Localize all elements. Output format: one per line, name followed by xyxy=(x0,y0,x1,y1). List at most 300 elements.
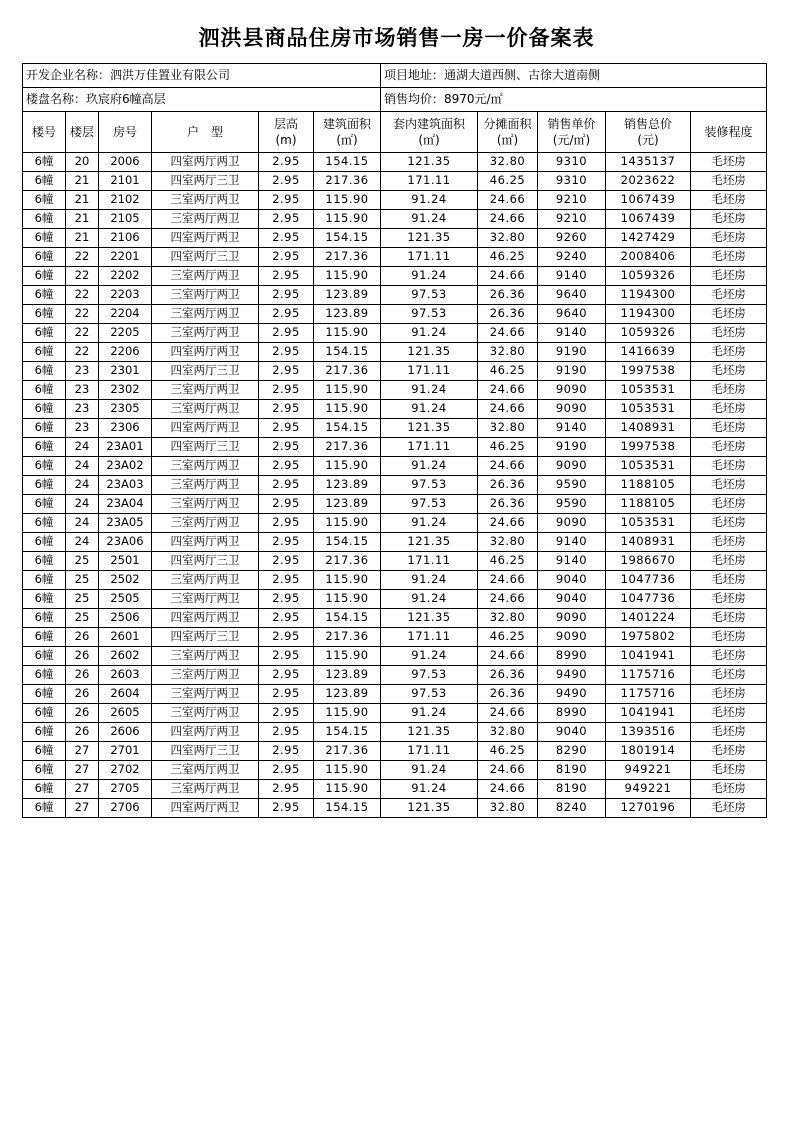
floor-cell: 26 xyxy=(66,647,99,666)
room-cell: 2606 xyxy=(99,723,152,742)
room-cell: 2702 xyxy=(99,761,152,780)
height-cell: 2.95 xyxy=(259,666,314,685)
total-price-cell: 949221 xyxy=(606,761,691,780)
inner-area-cell: 91.24 xyxy=(381,210,478,229)
inner-area-cell: 97.53 xyxy=(381,666,478,685)
room-cell: 2705 xyxy=(99,780,152,799)
table-row xyxy=(23,514,767,533)
total-price-cell: 1053531 xyxy=(606,400,691,419)
floor-cell: 22 xyxy=(66,324,99,343)
finish-cell: 毛坯房 xyxy=(691,628,767,647)
floor-cell: 27 xyxy=(66,780,99,799)
shared-area-cell: 46.25 xyxy=(478,742,538,761)
shared-area-cell: 32.80 xyxy=(478,799,538,818)
total-price-cell: 1393516 xyxy=(606,723,691,742)
building-cell: 6幢 xyxy=(23,761,66,780)
finish-cell: 毛坯房 xyxy=(691,780,767,799)
finish-cell: 毛坯房 xyxy=(691,267,767,286)
build-area-cell: 115.90 xyxy=(314,381,381,400)
info-row-2 xyxy=(23,88,767,112)
inner-area-cell: 91.24 xyxy=(381,324,478,343)
build-area-cell: 123.89 xyxy=(314,685,381,704)
build-area-cell: 115.90 xyxy=(314,191,381,210)
room-cell: 2604 xyxy=(99,685,152,704)
unit-price-cell: 9190 xyxy=(538,343,606,362)
unit-price-cell: 9590 xyxy=(538,495,606,514)
floor-cell: 24 xyxy=(66,495,99,514)
unit-price-cell: 8240 xyxy=(538,799,606,818)
total-price-cell: 1188105 xyxy=(606,495,691,514)
layout-cell: 三室两厅两卫 xyxy=(152,286,259,305)
build-area-cell: 115.90 xyxy=(314,514,381,533)
inner-area-cell: 91.24 xyxy=(381,400,478,419)
layout-cell: 三室两厅两卫 xyxy=(152,210,259,229)
header-building: 楼号 xyxy=(23,112,66,153)
building-cell: 6幢 xyxy=(23,153,66,172)
room-cell: 2701 xyxy=(99,742,152,761)
table-row xyxy=(23,552,767,571)
layout-cell: 四室两厅两卫 xyxy=(152,229,259,248)
info-row-1 xyxy=(23,64,767,88)
floor-cell: 26 xyxy=(66,723,99,742)
building-cell: 6幢 xyxy=(23,191,66,210)
height-cell: 2.95 xyxy=(259,457,314,476)
finish-cell: 毛坯房 xyxy=(691,685,767,704)
inner-area-cell: 121.35 xyxy=(381,723,478,742)
table-row xyxy=(23,495,767,514)
shared-area-cell: 24.66 xyxy=(478,571,538,590)
table-row xyxy=(23,666,767,685)
finish-cell: 毛坯房 xyxy=(691,723,767,742)
floor-cell: 25 xyxy=(66,571,99,590)
project-label: 楼盘名称： xyxy=(26,92,87,107)
floor-cell: 23 xyxy=(66,400,99,419)
height-cell: 2.95 xyxy=(259,362,314,381)
inner-area-cell: 91.24 xyxy=(381,267,478,286)
room-cell: 2506 xyxy=(99,609,152,628)
layout-cell: 三室两厅两卫 xyxy=(152,400,259,419)
table-row xyxy=(23,305,767,324)
finish-cell: 毛坯房 xyxy=(691,248,767,267)
finish-cell: 毛坯房 xyxy=(691,761,767,780)
total-price-cell: 1997538 xyxy=(606,438,691,457)
floor-cell: 21 xyxy=(66,210,99,229)
height-cell: 2.95 xyxy=(259,742,314,761)
finish-cell: 毛坯房 xyxy=(691,457,767,476)
height-cell: 2.95 xyxy=(259,514,314,533)
shared-area-cell: 24.66 xyxy=(478,590,538,609)
shared-area-cell: 24.66 xyxy=(478,761,538,780)
room-cell: 23A01 xyxy=(99,438,152,457)
layout-cell: 三室两厅两卫 xyxy=(152,305,259,324)
build-area-cell: 217.36 xyxy=(314,438,381,457)
room-cell: 2105 xyxy=(99,210,152,229)
table-row xyxy=(23,267,767,286)
building-cell: 6幢 xyxy=(23,324,66,343)
floor-cell: 26 xyxy=(66,685,99,704)
layout-cell: 四室两厅两卫 xyxy=(152,533,259,552)
inner-area-cell: 121.35 xyxy=(381,799,478,818)
inner-area-cell: 91.24 xyxy=(381,780,478,799)
floor-cell: 24 xyxy=(66,457,99,476)
build-area-cell: 115.90 xyxy=(314,324,381,343)
floor-cell: 27 xyxy=(66,742,99,761)
height-cell: 2.95 xyxy=(259,267,314,286)
header-total-price xyxy=(606,112,691,153)
building-cell: 6幢 xyxy=(23,571,66,590)
header-layout: 户 型 xyxy=(152,112,259,153)
unit-price-cell: 9590 xyxy=(538,476,606,495)
unit-price-cell: 9490 xyxy=(538,666,606,685)
finish-cell: 毛坯房 xyxy=(691,590,767,609)
total-price-cell: 1059326 xyxy=(606,267,691,286)
room-cell: 2505 xyxy=(99,590,152,609)
total-price-cell: 1975802 xyxy=(606,628,691,647)
floor-cell: 21 xyxy=(66,172,99,191)
finish-cell: 毛坯房 xyxy=(691,343,767,362)
total-price-cell: 1427429 xyxy=(606,229,691,248)
floor-cell: 21 xyxy=(66,229,99,248)
total-price-cell: 1047736 xyxy=(606,571,691,590)
build-area-cell: 154.15 xyxy=(314,419,381,438)
inner-area-cell: 171.11 xyxy=(381,172,478,191)
table-row xyxy=(23,685,767,704)
inner-area-cell: 97.53 xyxy=(381,305,478,324)
unit-price-cell: 9090 xyxy=(538,381,606,400)
layout-cell: 四室两厅两卫 xyxy=(152,799,259,818)
layout-cell: 三室两厅两卫 xyxy=(152,476,259,495)
layout-cell: 三室两厅两卫 xyxy=(152,571,259,590)
shared-area-cell: 26.36 xyxy=(478,476,538,495)
developer-label: 开发企业名称： xyxy=(26,68,111,83)
layout-cell: 四室两厅三卫 xyxy=(152,362,259,381)
finish-cell: 毛坯房 xyxy=(691,514,767,533)
height-cell: 2.95 xyxy=(259,780,314,799)
unit-price-cell: 9090 xyxy=(538,457,606,476)
unit-price-cell: 8190 xyxy=(538,761,606,780)
avg-price-label: 销售均价： xyxy=(384,92,445,107)
room-cell: 23A05 xyxy=(99,514,152,533)
building-cell: 6幢 xyxy=(23,609,66,628)
finish-cell: 毛坯房 xyxy=(691,647,767,666)
unit-price-cell: 9040 xyxy=(538,723,606,742)
layout-cell: 三室两厅两卫 xyxy=(152,324,259,343)
inner-area-cell: 91.24 xyxy=(381,647,478,666)
height-cell: 2.95 xyxy=(259,476,314,495)
floor-cell: 24 xyxy=(66,533,99,552)
header-shared-area xyxy=(478,112,538,153)
finish-cell: 毛坯房 xyxy=(691,153,767,172)
layout-cell: 三室两厅两卫 xyxy=(152,381,259,400)
building-cell: 6幢 xyxy=(23,286,66,305)
table-row xyxy=(23,438,767,457)
building-cell: 6幢 xyxy=(23,400,66,419)
finish-cell: 毛坯房 xyxy=(691,324,767,343)
shared-area-cell: 24.66 xyxy=(478,704,538,723)
building-cell: 6幢 xyxy=(23,780,66,799)
build-area-cell: 154.15 xyxy=(314,153,381,172)
total-price-cell: 1401224 xyxy=(606,609,691,628)
avg-price-cell xyxy=(381,88,767,112)
height-cell: 2.95 xyxy=(259,400,314,419)
height-cell: 2.95 xyxy=(259,172,314,191)
height-cell: 2.95 xyxy=(259,438,314,457)
table-row xyxy=(23,229,767,248)
floor-cell: 24 xyxy=(66,514,99,533)
building-cell: 6幢 xyxy=(23,305,66,324)
height-cell: 2.95 xyxy=(259,533,314,552)
inner-area-cell: 91.24 xyxy=(381,381,478,400)
building-cell: 6幢 xyxy=(23,590,66,609)
layout-cell: 四室两厅三卫 xyxy=(152,742,259,761)
build-area-cell: 154.15 xyxy=(314,229,381,248)
table-row xyxy=(23,590,767,609)
finish-cell: 毛坯房 xyxy=(691,799,767,818)
shared-area-cell: 46.25 xyxy=(478,362,538,381)
unit-price-cell: 9190 xyxy=(538,362,606,381)
total-price-cell: 1194300 xyxy=(606,305,691,324)
table-row xyxy=(23,780,767,799)
room-cell: 23A06 xyxy=(99,533,152,552)
unit-price-cell: 9640 xyxy=(538,286,606,305)
floor-cell: 23 xyxy=(66,419,99,438)
developer-cell xyxy=(23,64,381,88)
total-price-cell: 1270196 xyxy=(606,799,691,818)
inner-area-cell: 91.24 xyxy=(381,514,478,533)
shared-area-cell: 24.66 xyxy=(478,381,538,400)
height-cell: 2.95 xyxy=(259,419,314,438)
layout-cell: 三室两厅两卫 xyxy=(152,685,259,704)
build-area-cell: 123.89 xyxy=(314,286,381,305)
shared-area-cell: 32.80 xyxy=(478,419,538,438)
finish-cell: 毛坯房 xyxy=(691,438,767,457)
build-area-cell: 217.36 xyxy=(314,172,381,191)
finish-cell: 毛坯房 xyxy=(691,210,767,229)
height-cell: 2.95 xyxy=(259,305,314,324)
building-cell: 6幢 xyxy=(23,704,66,723)
header-inner-area xyxy=(381,112,478,153)
height-cell: 2.95 xyxy=(259,324,314,343)
floor-cell: 22 xyxy=(66,248,99,267)
shared-area-cell: 24.66 xyxy=(478,400,538,419)
total-price-cell: 1053531 xyxy=(606,457,691,476)
finish-cell: 毛坯房 xyxy=(691,362,767,381)
room-cell: 2301 xyxy=(99,362,152,381)
build-area-cell: 154.15 xyxy=(314,799,381,818)
build-area-cell: 154.15 xyxy=(314,609,381,628)
total-price-cell: 1067439 xyxy=(606,210,691,229)
floor-cell: 23 xyxy=(66,381,99,400)
total-price-cell: 1175716 xyxy=(606,666,691,685)
total-price-cell: 1053531 xyxy=(606,381,691,400)
shared-area-cell: 24.66 xyxy=(478,210,538,229)
inner-area-cell: 91.24 xyxy=(381,457,478,476)
layout-cell: 三室两厅两卫 xyxy=(152,514,259,533)
inner-area-cell: 171.11 xyxy=(381,552,478,571)
building-cell: 6幢 xyxy=(23,476,66,495)
floor-cell: 27 xyxy=(66,799,99,818)
shared-area-cell: 32.80 xyxy=(478,609,538,628)
finish-cell: 毛坯房 xyxy=(691,229,767,248)
build-area-cell: 154.15 xyxy=(314,723,381,742)
project-cell xyxy=(23,88,381,112)
layout-cell: 三室两厅两卫 xyxy=(152,267,259,286)
shared-area-cell: 32.80 xyxy=(478,533,538,552)
total-price-cell: 1986670 xyxy=(606,552,691,571)
table-row xyxy=(23,153,767,172)
room-cell: 2605 xyxy=(99,704,152,723)
building-cell: 6幢 xyxy=(23,647,66,666)
inner-area-cell: 91.24 xyxy=(381,590,478,609)
building-cell: 6幢 xyxy=(23,666,66,685)
total-price-cell: 1067439 xyxy=(606,191,691,210)
table-row xyxy=(23,723,767,742)
total-price-cell: 2023622 xyxy=(606,172,691,191)
unit-price-cell: 8290 xyxy=(538,742,606,761)
header-build-area xyxy=(314,112,381,153)
floor-cell: 25 xyxy=(66,609,99,628)
address-cell xyxy=(381,64,767,88)
build-area-cell: 123.89 xyxy=(314,495,381,514)
layout-cell: 四室两厅三卫 xyxy=(152,552,259,571)
finish-cell: 毛坯房 xyxy=(691,742,767,761)
table-row xyxy=(23,172,767,191)
room-cell: 2601 xyxy=(99,628,152,647)
building-cell: 6幢 xyxy=(23,457,66,476)
height-cell: 2.95 xyxy=(259,761,314,780)
inner-area-cell: 171.11 xyxy=(381,628,478,647)
build-area-cell: 115.90 xyxy=(314,210,381,229)
height-cell: 2.95 xyxy=(259,381,314,400)
height-cell: 2.95 xyxy=(259,799,314,818)
layout-cell: 三室两厅两卫 xyxy=(152,780,259,799)
project-value: 玖宸府6幢高层 xyxy=(86,92,166,107)
unit-price-cell: 9090 xyxy=(538,609,606,628)
build-area-cell: 115.90 xyxy=(314,761,381,780)
table-row xyxy=(23,210,767,229)
total-price-cell: 1416639 xyxy=(606,343,691,362)
table-row xyxy=(23,628,767,647)
header-total-price-line2: (元) xyxy=(637,133,659,147)
total-price-cell: 1053531 xyxy=(606,514,691,533)
build-area-cell: 123.89 xyxy=(314,305,381,324)
page-title: 泗洪县商品住房市场销售一房一价备案表 xyxy=(198,25,595,50)
header-floor: 楼层 xyxy=(66,112,99,153)
floor-cell: 23 xyxy=(66,362,99,381)
unit-price-cell: 8190 xyxy=(538,780,606,799)
room-cell: 2302 xyxy=(99,381,152,400)
height-cell: 2.95 xyxy=(259,191,314,210)
height-cell: 2.95 xyxy=(259,685,314,704)
inner-area-cell: 91.24 xyxy=(381,761,478,780)
room-cell: 23A03 xyxy=(99,476,152,495)
avg-price-value: 8970元/㎡ xyxy=(444,92,503,107)
total-price-cell: 2008406 xyxy=(606,248,691,267)
table-row xyxy=(23,704,767,723)
room-cell: 2602 xyxy=(99,647,152,666)
height-cell: 2.95 xyxy=(259,343,314,362)
floor-cell: 22 xyxy=(66,267,99,286)
unit-price-cell: 9240 xyxy=(538,248,606,267)
height-cell: 2.95 xyxy=(259,609,314,628)
room-cell: 2501 xyxy=(99,552,152,571)
unit-price-cell: 9140 xyxy=(538,419,606,438)
height-cell: 2.95 xyxy=(259,248,314,267)
header-finish: 装修程度 xyxy=(691,112,767,153)
header-unit-price-line1: 销售单价 xyxy=(547,116,596,131)
height-cell: 2.95 xyxy=(259,229,314,248)
finish-cell: 毛坯房 xyxy=(691,381,767,400)
layout-cell: 四室两厅三卫 xyxy=(152,438,259,457)
shared-area-cell: 46.25 xyxy=(478,628,538,647)
inner-area-cell: 121.35 xyxy=(381,609,478,628)
layout-cell: 三室两厅两卫 xyxy=(152,647,259,666)
room-cell: 2205 xyxy=(99,324,152,343)
build-area-cell: 115.90 xyxy=(314,457,381,476)
height-cell: 2.95 xyxy=(259,153,314,172)
layout-cell: 三室两厅两卫 xyxy=(152,457,259,476)
layout-cell: 四室两厅两卫 xyxy=(152,723,259,742)
room-cell: 23A02 xyxy=(99,457,152,476)
table-row xyxy=(23,571,767,590)
shared-area-cell: 24.66 xyxy=(478,324,538,343)
height-cell: 2.95 xyxy=(259,628,314,647)
unit-price-cell: 9310 xyxy=(538,172,606,191)
total-price-cell: 949221 xyxy=(606,780,691,799)
build-area-cell: 115.90 xyxy=(314,704,381,723)
room-cell: 2204 xyxy=(99,305,152,324)
floor-cell: 26 xyxy=(66,704,99,723)
header-shared-area-line1: 分摊面积 xyxy=(483,116,532,131)
layout-cell: 四室两厅两卫 xyxy=(152,343,259,362)
height-cell: 2.95 xyxy=(259,495,314,514)
header-inner-area-line1: 套内建筑面积 xyxy=(392,116,465,131)
building-cell: 6幢 xyxy=(23,210,66,229)
table-row xyxy=(23,419,767,438)
inner-area-cell: 171.11 xyxy=(381,248,478,267)
inner-area-cell: 97.53 xyxy=(381,476,478,495)
unit-price-cell: 9640 xyxy=(538,305,606,324)
build-area-cell: 123.89 xyxy=(314,666,381,685)
shared-area-cell: 32.80 xyxy=(478,723,538,742)
inner-area-cell: 171.11 xyxy=(381,742,478,761)
finish-cell: 毛坯房 xyxy=(691,704,767,723)
shared-area-cell: 26.36 xyxy=(478,685,538,704)
total-price-cell: 1059326 xyxy=(606,324,691,343)
room-cell: 2306 xyxy=(99,419,152,438)
building-cell: 6幢 xyxy=(23,495,66,514)
total-price-cell: 1408931 xyxy=(606,419,691,438)
table-row xyxy=(23,647,767,666)
unit-price-cell: 9040 xyxy=(538,590,606,609)
inner-area-cell: 91.24 xyxy=(381,571,478,590)
finish-cell: 毛坯房 xyxy=(691,191,767,210)
table-row xyxy=(23,799,767,818)
finish-cell: 毛坯房 xyxy=(691,172,767,191)
layout-cell: 三室两厅两卫 xyxy=(152,761,259,780)
finish-cell: 毛坯房 xyxy=(691,400,767,419)
room-cell: 2101 xyxy=(99,172,152,191)
build-area-cell: 217.36 xyxy=(314,248,381,267)
building-cell: 6幢 xyxy=(23,685,66,704)
shared-area-cell: 46.25 xyxy=(478,438,538,457)
building-cell: 6幢 xyxy=(23,799,66,818)
finish-cell: 毛坯房 xyxy=(691,609,767,628)
height-cell: 2.95 xyxy=(259,210,314,229)
build-area-cell: 154.15 xyxy=(314,343,381,362)
height-cell: 2.95 xyxy=(259,723,314,742)
building-cell: 6幢 xyxy=(23,552,66,571)
